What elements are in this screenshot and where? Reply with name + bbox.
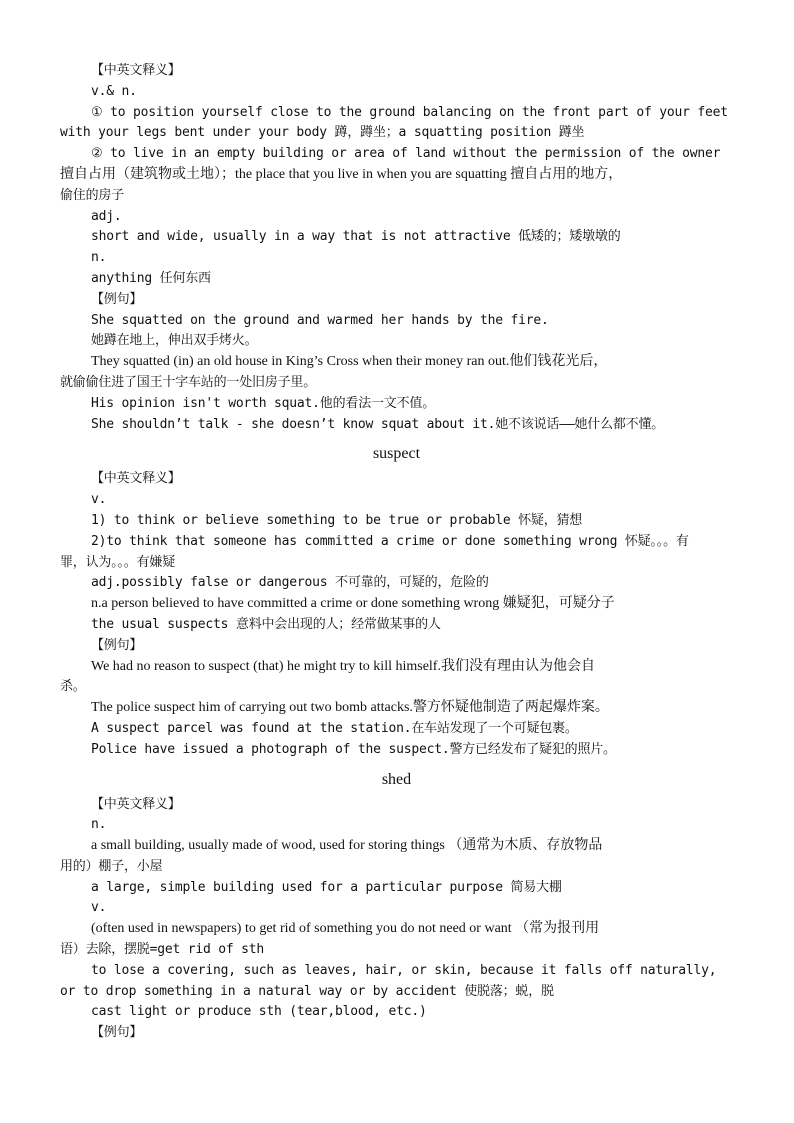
entry-line: or to drop something in a natural way or by accident 使脱落；蜕，脱 xyxy=(60,983,554,999)
entry-line: a small building, usually made of wood, used for storing things （通常为木质、存放物品 xyxy=(91,838,603,854)
entry-line: v.& n. xyxy=(91,83,137,99)
entry-line: adj.possibly false or dangerous 不可靠的，可疑的，危险的 xyxy=(91,575,489,591)
entry-line: We had no reason to suspect (that) he might try to kill himself.我们没有理由认为他会自 xyxy=(91,658,595,674)
headword-shed: shed xyxy=(381,770,412,788)
section-label: 【例句】 xyxy=(91,291,143,307)
entry-line: the usual suspects 意料中会出现的人；经常做某事的人 xyxy=(91,616,441,632)
section-label: 【中英文释义】 xyxy=(91,63,181,78)
entry-line: 她蹲在地上，伸出双手烤火。 xyxy=(91,333,258,349)
headword-suspect: suspect xyxy=(372,445,421,463)
entry-line: 罪，认为。。。有嫌疑 xyxy=(60,554,176,570)
entry-line: n. xyxy=(91,817,107,833)
entry-line: ① to position yourself close to the ground balancing on the front part of your feet xyxy=(91,104,728,120)
section-label: 【中英文释义】 xyxy=(91,471,181,487)
entry-line: She squatted on the ground and warmed her hands by the fire. xyxy=(91,312,549,328)
entry-line: Police have issued a photograph of the suspect.警方已经发布了疑犯的照片。 xyxy=(91,741,616,757)
entry-line: with your legs bent under your body 蹲，蹲坐；a squatting position 蹲坐 xyxy=(60,125,585,141)
entry-line: cast light or produce sth (tear,blood, etc.) xyxy=(91,1004,427,1020)
entry-line: adj. xyxy=(91,208,122,224)
entry-line: 用的）棚子，小屋 xyxy=(60,858,163,874)
entry-line: A suspect parcel was found at the station.在车站发现了一个可疑包裹。 xyxy=(91,720,578,736)
entry-line: n. xyxy=(91,250,107,266)
entry-line: a large, simple building used for a particular purpose 简易大棚 xyxy=(91,879,562,895)
entry-line: anything 任何东西 xyxy=(91,270,211,286)
entry-line: She shouldn’t talk - she doesn’t know squat about it.她不该说话——她什么都不懂。 xyxy=(91,416,665,432)
entry-line: They squatted (in) an old house in King’s Cross when their money ran out.他们钱花光后， xyxy=(91,354,608,370)
entry-line: 擅自占用（建筑物或土地）；the place that you live in when you are squatting 擅自占用的地方， xyxy=(60,166,623,182)
section-label: 【中英文释义】 xyxy=(91,796,181,812)
entry-line: to lose a covering, such as leaves, hair, or skin, because it falls off naturally, xyxy=(91,962,717,978)
entry-line: 1) to think or believe something to be true or probable 怀疑，猜想 xyxy=(91,512,583,528)
entry-line: 杀。 xyxy=(60,679,86,695)
entry-line: short and wide, usually in a way that is not attractive 低矮的；矮墩墩的 xyxy=(91,229,621,245)
entry-line: 偷住的房子 xyxy=(60,187,125,203)
entry-line: His opinion isn't worth squat.他的看法一文不值。 xyxy=(91,395,436,411)
entry-line: n.a person believed to have committed a crime or done something wrong 嫌疑犯，可疑分子 xyxy=(91,596,615,612)
entry-line: ② to live in an empty building or area of land without the permission of the owner xyxy=(91,146,721,162)
entry-line: 就偷偷住进了国王十字车站的一处旧房子里。 xyxy=(60,374,317,390)
section-label: 【例句】 xyxy=(91,637,143,653)
entry-line: v. xyxy=(91,900,107,916)
entry-line: The police suspect him of carrying out two bomb attacks.警方怀疑他制造了两起爆炸案。 xyxy=(91,700,609,716)
entry-line: (often used in newspapers) to get rid of something you do not need or want （常为报刊用 xyxy=(91,921,600,937)
entry-line: v. xyxy=(91,492,107,508)
section-label: 【例句】 xyxy=(91,1025,143,1041)
dictionary-column xyxy=(60,61,733,1044)
entry-line: 语）去除，摆脱=get rid of sth xyxy=(60,942,265,958)
entry-line: 2)to think that someone has committed a crime or done something wrong 怀疑。。。有 xyxy=(91,533,689,549)
